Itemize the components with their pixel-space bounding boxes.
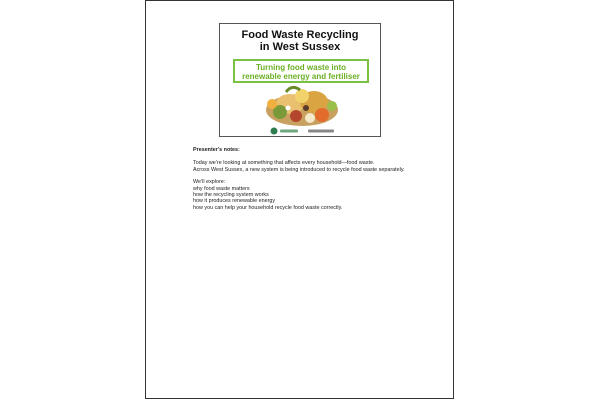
- slide-subtitle: [233, 59, 369, 83]
- food-waste-illustration: [260, 82, 344, 128]
- presenter-notes: [193, 147, 443, 211]
- document-page: [145, 0, 454, 399]
- slide-title-line-2: in West Sussex: [259, 41, 341, 53]
- slide-subtitle-line-2: renewable energy and fertiliser: [242, 72, 360, 81]
- west-sussex-logo: [270, 127, 298, 135]
- partner-logo: [308, 127, 334, 135]
- notes-heading: Presenter's notes:: [193, 147, 240, 153]
- notes-explore-item: how it produces renewable energy: [193, 198, 276, 205]
- notes-explore-item: why food waste matters: [193, 185, 250, 192]
- slide-title: [220, 29, 380, 53]
- notes-paragraph-line: Today we’re looking at something that affects every household—food waste.: [193, 160, 375, 167]
- slide-title-line-1: Food Waste Recycling: [241, 29, 359, 41]
- notes-paragraph-line: Across West Sussex, a new system is being introduced to recycle food waste separately.: [193, 166, 405, 173]
- slide-subtitle-line-1: Turning food waste into: [255, 63, 347, 72]
- slide-logos: [270, 127, 334, 135]
- notes-explore-item: how the recycling system works: [193, 192, 269, 199]
- notes-explore-intro: We’ll explore:: [193, 179, 226, 186]
- slide-thumbnail: [219, 23, 381, 137]
- notes-explore-item: how you can help your household recycle food waste correctly.: [193, 204, 343, 211]
